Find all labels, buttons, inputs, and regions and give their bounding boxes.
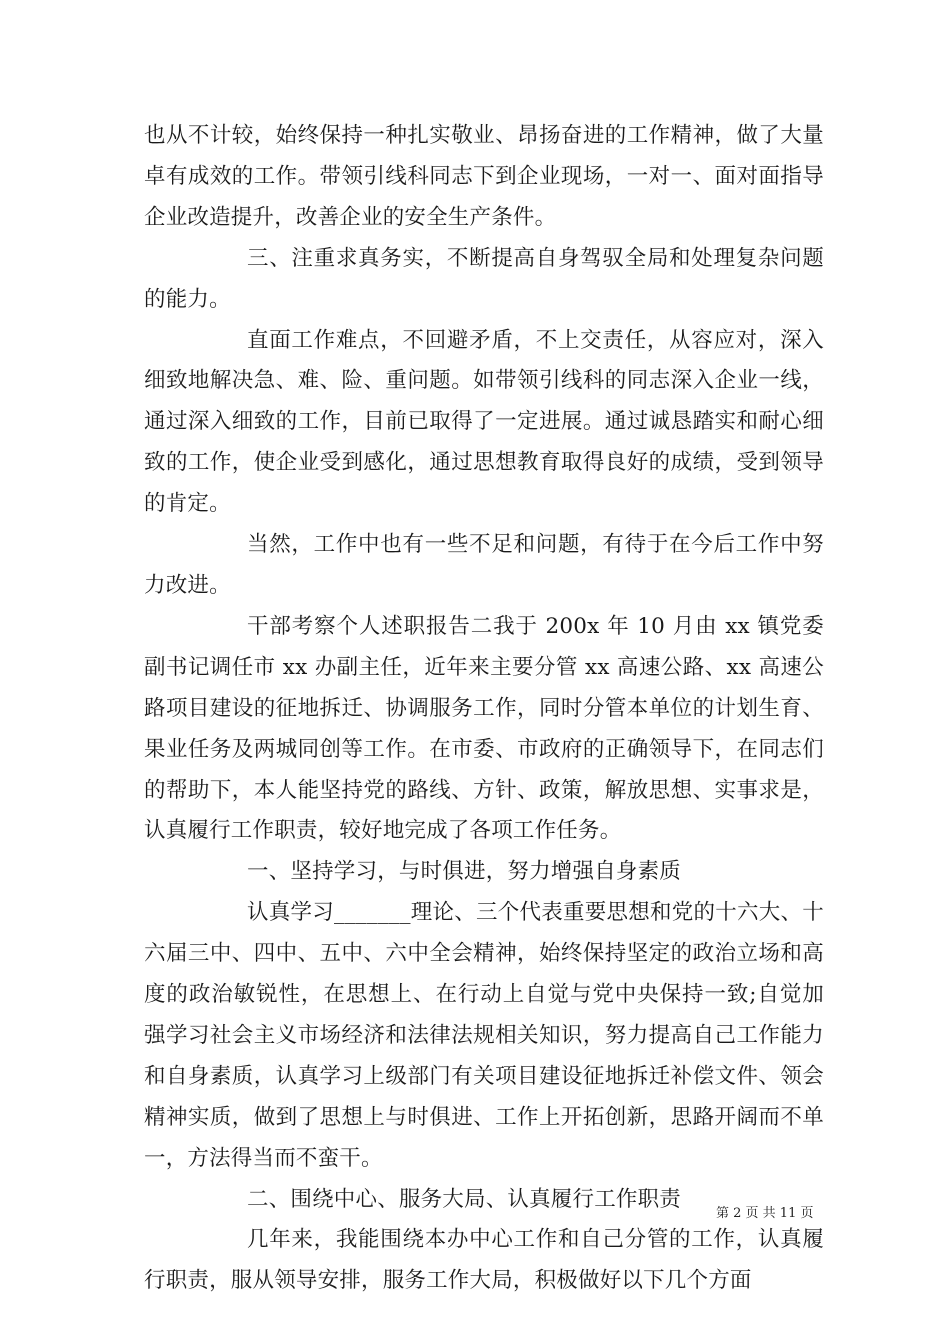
section-heading-1: 一、坚持学习，与时俱进，努力增强自身素质 (247, 859, 682, 885)
paragraph-continuation: 也从不计较，始终保持一种扎实敬业、昂扬奋进的工作精神，做了大量卓有成效的工作。带领引线科同志下到企业现场，一对一、面对面指导企业改造提升，改善企业的安全生产条件。 (144, 123, 824, 230)
section-heading-3: 三、注重求真务实，不断提高自身驾驭全局和处理复杂问题的能力。 (144, 245, 824, 312)
paragraph: 直面工作难点，不回避矛盾，不上交责任，从容应对，深入细致地解决急、难、险、重问题。如带领引线科的同志深入企业一线，通过深入细致的工作，目前已取得了一定进展。通过诚恳踏实和耐心细致的工作，使企业受到感化，通过思想教育取得良好的成绩，受到领导的肯定。 (144, 327, 824, 517)
section-heading-2: 二、围绕中心、服务大局、认真履行工作职责 (247, 1186, 682, 1212)
paragraph: 当然，工作中也有一些不足和问题，有待于在今后工作中努力改进。 (144, 532, 824, 598)
paragraph-report-two: 干部考察个人述职报告二我于 200x 年 10 月由 xx 镇党委副书记调任市 xx 办副主任，近年来主要分管 xx 高速公路、xx 高速公路项目建设的征地拆迁、协调服务工作，同时分管本单位的计划生育、果业任务及两城同创等工作。在市委、市政府的正确领导下，在同志们的帮助下，本人能坚持党的路线、方针、政策，解放思想、实事求是，认真履行工作职责，较好地完成了各项工作任务。 (144, 613, 824, 844)
document-body (144, 116, 824, 1302)
page-number-footer: 第 2 页 共 11 页 (716, 1206, 814, 1221)
paragraph: 几年来，我能围绕本办中心工作和自己分管的工作，认真履行职责，服从领导安排，服务工作大局，积极做好以下几个方面 (144, 1227, 824, 1294)
paragraph: 认真学习_______理论、三个代表重要思想和党的十六大、十六届三中、四中、五中、六中全会精神，始终保持坚定的政治立场和高度的政治敏锐性，在思想上、在行动上自觉与党中央保持一致;自觉加强学习社会主义市场经济和法律法规相关知识，努力提高自己工作能力和自身素质，认真学习上级部门有关项目建设征地拆迁补偿文件、领会精神实质，做到了思想上与时俱进、工作上开拓创新，思路开阔而不单一，方法得当而不蛮干。 (144, 900, 824, 1171)
